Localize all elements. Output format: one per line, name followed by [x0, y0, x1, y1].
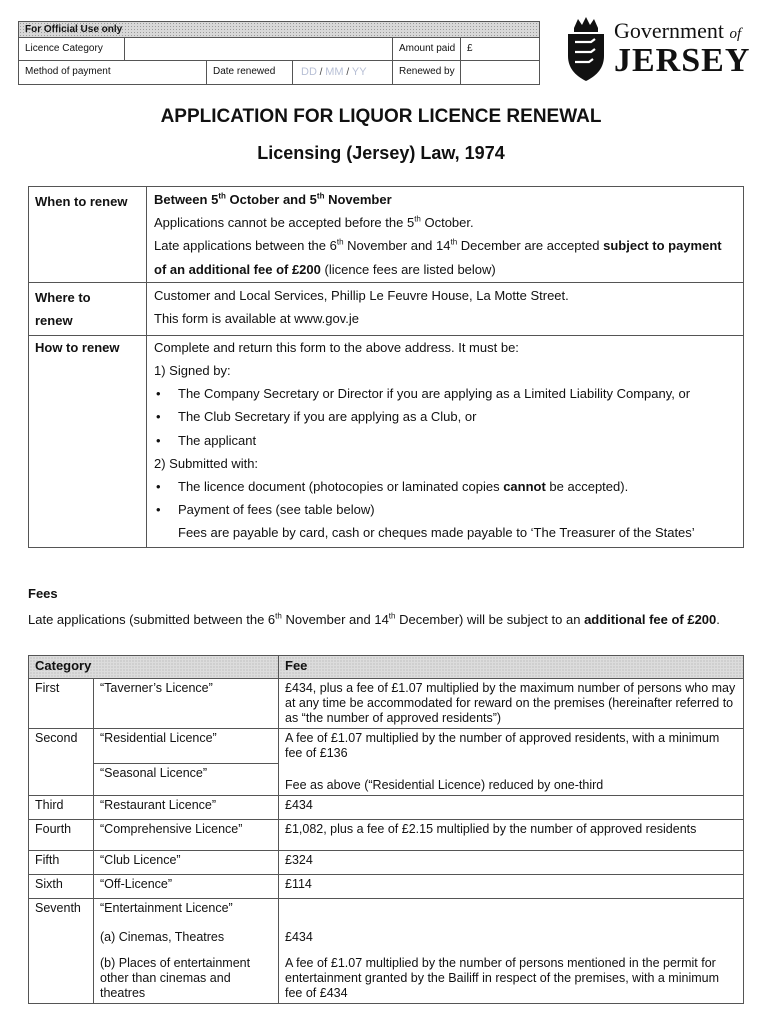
- page-subtitle: Licensing (Jersey) Law, 1974: [257, 143, 505, 163]
- text-part: November and 14: [343, 238, 451, 254]
- page-title: APPLICATION FOR LIQUOR LICENCE RENEWAL: [160, 106, 602, 127]
- when-to-renew-label: When to renew: [29, 187, 147, 282]
- text-part: November and 14: [281, 612, 389, 627]
- date-mm-placeholder: MM: [325, 66, 344, 78]
- text-part: October.: [420, 215, 474, 231]
- fee-cell: £434: [279, 795, 744, 819]
- how-to-renew-row: [29, 336, 743, 547]
- label-line: renew: [35, 312, 73, 328]
- amount-paid-label: Amount paid: [393, 38, 461, 60]
- how-intro-text: Complete and return this form to the above address. It must be:: [154, 339, 519, 355]
- text-part: Applications cannot be accepted before the 5: [154, 215, 415, 231]
- text-part: Late applications between the 6: [154, 238, 337, 254]
- earliest-date-text: [154, 211, 736, 234]
- late-fee-notice: [28, 609, 744, 631]
- date-separator: /: [346, 67, 350, 78]
- category-cell: Fifth: [29, 850, 94, 874]
- when-to-renew-content: [147, 187, 743, 282]
- licence-category-label: Licence Category: [19, 38, 125, 60]
- fee-cell: A fee of £1.07 multiplied by the number of approved residents, with a minimum fee of £136: [279, 729, 744, 764]
- date-separator: /: [319, 67, 323, 78]
- official-row-2: [19, 61, 539, 84]
- category-cell: Third: [29, 795, 94, 819]
- logo-government-word: Government: [614, 18, 724, 43]
- text-part: (licence fees are listed below): [320, 261, 496, 277]
- renewed-by-label: Renewed by: [393, 61, 461, 84]
- table-row: [29, 954, 744, 1004]
- additional-fee-bold: additional fee of £200: [584, 612, 717, 627]
- renewed-by-field[interactable]: [461, 61, 539, 84]
- licence-type-cell: (a) Cinemas, Theatres: [94, 928, 279, 954]
- heading-part: November: [324, 192, 392, 207]
- licence-type-cell: (b) Places of entertainment other than cinemas and theatres: [94, 954, 279, 1004]
- form-availability-text: This form is available at www.gov.je: [154, 311, 359, 327]
- renewal-period-heading: [154, 188, 736, 211]
- fee-cell: £1,082, plus a fee of £2.15 multiplied by the number of approved residents: [279, 819, 744, 850]
- fee-cell: £114: [279, 874, 744, 898]
- category-cell: [29, 928, 94, 954]
- fee-column-header: Fee: [279, 656, 744, 679]
- licence-type-cell: “Restaurant Licence”: [94, 795, 279, 819]
- category-column-header: Category: [29, 656, 279, 679]
- fee-cell: Fee as above (“Residential Licence) reduced by one-third: [279, 763, 744, 795]
- logo-jersey-text: JERSEY: [614, 42, 751, 79]
- superscript: th: [316, 191, 325, 201]
- category-cell: Fourth: [29, 819, 94, 850]
- table-row: [29, 763, 744, 795]
- category-cell: Sixth: [29, 874, 94, 898]
- date-renewed-field[interactable]: [293, 61, 393, 84]
- fee-cell: £434: [279, 928, 744, 954]
- superscript: th: [450, 238, 458, 248]
- superscript: th: [388, 611, 396, 621]
- bullet-applicant: • The applicant: [154, 429, 736, 452]
- table-row: [29, 850, 744, 874]
- category-cell: [29, 954, 94, 1004]
- additional-fee-bold: subject to payment of an additional fee of £200: [154, 238, 722, 277]
- bullet-licence-document: [154, 475, 736, 498]
- when-to-renew-row: [29, 187, 743, 283]
- fee-cell: £434, plus a fee of £1.07 multiplied by the maximum number of persons who may at any time be accommodated for reward on the premises (hereinafter referred to as “the number of approved residents”): [279, 679, 744, 729]
- bullet-payment-of-fees: • Payment of fees (see table below): [154, 498, 736, 521]
- licence-type-cell: “Residential Licence”: [94, 729, 279, 764]
- step-submitted-with: 2) Submitted with:: [154, 455, 259, 471]
- fee-cell: [279, 898, 744, 928]
- fees-heading: Fees: [28, 586, 58, 601]
- where-to-renew-content: [147, 283, 743, 335]
- heading-part: October and 5: [225, 192, 317, 207]
- text-part: Late applications (submitted between the 6: [28, 612, 276, 627]
- category-cell: Second: [29, 729, 94, 764]
- table-row: [29, 729, 744, 764]
- fee-cell: A fee of £1.07 multiplied by the number of persons mentioned in the permit for entertainment granted by the Bailiff in respect of the premises, with a minimum fee of £434: [279, 954, 744, 1004]
- method-of-payment-label: Method of payment: [19, 61, 207, 84]
- superscript: th: [218, 191, 226, 201]
- currency-symbol: £: [467, 43, 473, 54]
- date-yy-placeholder: YY: [351, 66, 367, 78]
- licence-type-cell: “Entertainment Licence”: [94, 898, 279, 928]
- table-row: [29, 679, 744, 729]
- table-row: [29, 898, 744, 928]
- superscript: th: [414, 214, 421, 224]
- fees-table: [28, 655, 744, 1004]
- category-cell: Seventh: [29, 898, 94, 928]
- date-renewed-label: Date renewed: [207, 61, 293, 84]
- jersey-crest-icon: [564, 16, 608, 82]
- fee-cell: £324: [279, 850, 744, 874]
- bullet-company-secretary: • The Company Secretary or Director if you are applying as a Limited Liability Company, or: [154, 382, 736, 405]
- category-cell: [29, 763, 94, 795]
- superscript: th: [275, 611, 282, 621]
- category-cell: First: [29, 679, 94, 729]
- text-part: The licence document (photocopies or laminated copies: [178, 479, 504, 495]
- where-to-renew-row: [29, 283, 743, 336]
- official-row-1: [19, 38, 539, 61]
- table-row: [29, 874, 744, 898]
- payment-methods-note: Fees are payable by card, cash or cheques made payable to ‘The Treasurer of the States’: [178, 525, 695, 541]
- licence-type-cell: “Comprehensive Licence”: [94, 819, 279, 850]
- licence-type-cell: “Taverner’s Licence”: [94, 679, 279, 729]
- label-line: Where to: [35, 289, 91, 305]
- licence-type-cell: “Seasonal Licence”: [94, 763, 279, 795]
- fees-table-header: [29, 656, 744, 679]
- late-applications-text: [154, 234, 736, 280]
- licence-type-cell: “Club Licence”: [94, 850, 279, 874]
- text-part: December) will be subject to an: [395, 612, 585, 627]
- office-address-text: Customer and Local Services, Phillip Le Feuvre House, La Motte Street.: [154, 287, 569, 303]
- government-of-jersey-logo: [562, 16, 752, 86]
- date-dd-placeholder: DD: [301, 66, 317, 78]
- text-part: .: [716, 612, 720, 627]
- heading-part: Between 5: [154, 192, 219, 207]
- table-row: [29, 928, 744, 954]
- where-to-renew-label: [29, 283, 147, 335]
- licence-type-cell: “Off-Licence”: [94, 874, 279, 898]
- logo-government-text: [614, 18, 741, 44]
- table-row: [29, 819, 744, 850]
- official-use-box: [18, 21, 540, 85]
- official-use-header: For Official Use only: [19, 22, 539, 38]
- cannot-bold: cannot: [503, 479, 546, 495]
- step-signed-by: 1) Signed by:: [154, 363, 231, 379]
- text-part: be accepted).: [545, 479, 629, 495]
- bullet-club-secretary: • The Club Secretary if you are applying as a Club, or: [154, 405, 736, 428]
- text-part: December are accepted: [457, 238, 604, 254]
- how-to-renew-label: How to renew: [29, 336, 147, 547]
- how-to-renew-content: [147, 336, 743, 547]
- amount-paid-field[interactable]: [461, 38, 539, 60]
- logo-of-word: of: [729, 26, 742, 42]
- table-row: [29, 795, 744, 819]
- superscript: th: [336, 238, 344, 248]
- licence-category-field[interactable]: [125, 38, 393, 60]
- renewal-info-table: [28, 186, 744, 548]
